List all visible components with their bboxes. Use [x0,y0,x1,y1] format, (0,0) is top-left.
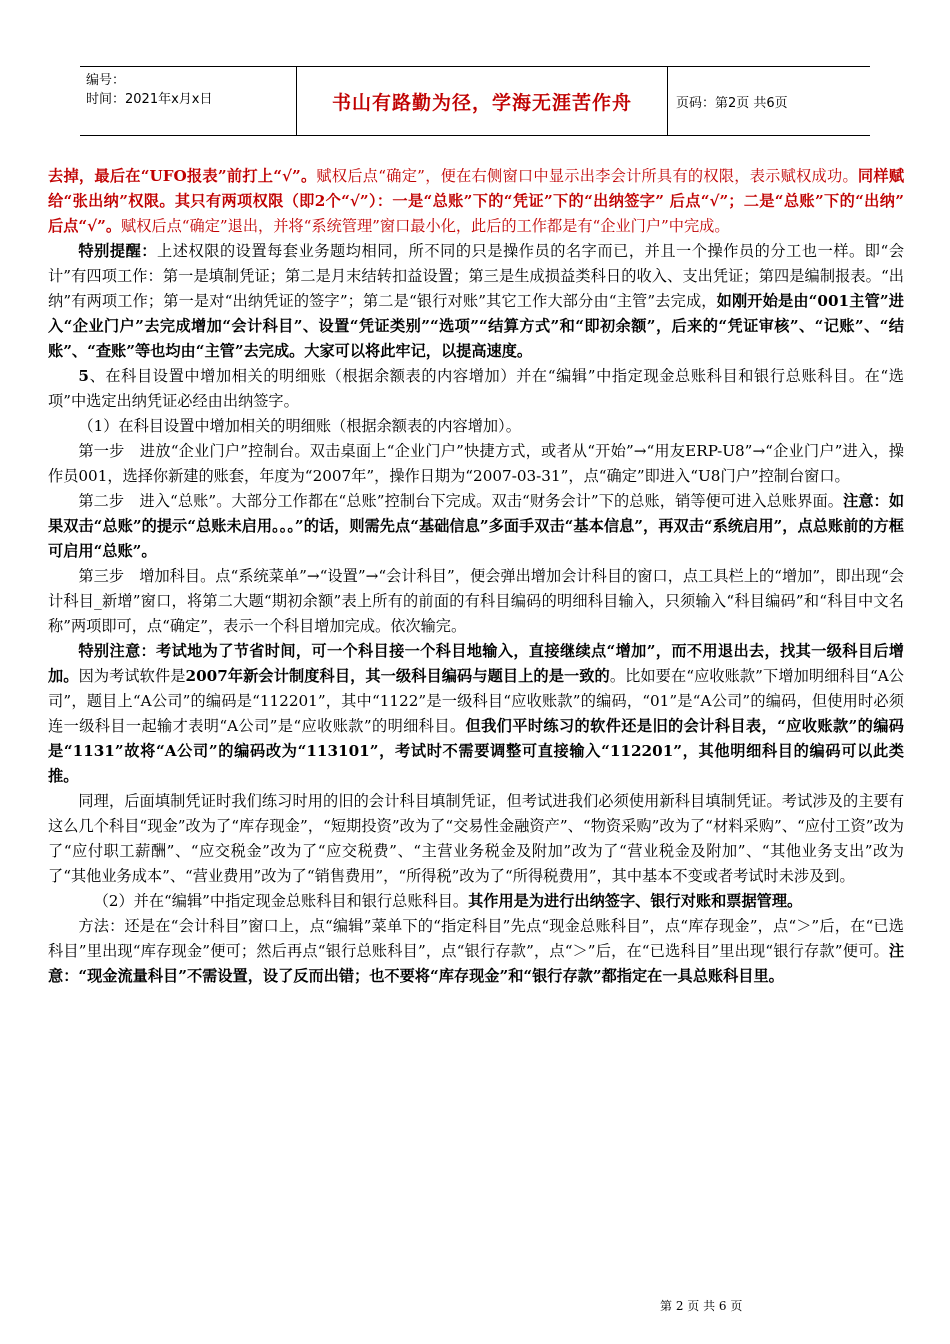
paragraph-subsection-2 [48,889,904,914]
paragraph-similarly: 同理，后面填制凭证时我们练习时用的旧的会计科目填制凭证，但考试进我们必须使用新科目填制凭证。考试涉及的主要有这么几个科目“现金”改为了“库存现金”，“短期投资”改为了“交易性金融资产”、“物资采购”改为了“材料采购”、“应付工资”改为了“应付职工薪酬”、“应交税金”改为了“应交税费”、“主营业务税金及附加”改为了“营业税金及附加”、“其他业务支出”改为了“其他业务成本”、“营业费用”改为了“销售费用”，“所得税”改为了“所得税费用”，其中基本不变或者考试时未涉及到。 [48,792,904,885]
paragraph-permissions [48,164,904,239]
text-span: 上述权限的设置每套业务题均相同，所不同的只是操作员的名字而已，并且一个操作员的分工也一样。即“会计”有四项工作：第一是填制凭证；第二是月末结转扣益设置；第三是生成损益类科日的收入、支出凭证；第四是编制报表。“出纳”有两项工作；第一是对“出纳凭证的签字”；第二是“银行对账”其它工作大部分由“主管”去完成， [48,242,905,310]
text-span: 第二步 进入“总账”。大部分工作都在“总账”控制台下完成。双击“财务会计”下的总账，销等便可进入总账界面。 [78,492,844,510]
header-table [80,66,870,136]
text-span: 注意：“现金流量科目”不需设置，设了反而出错；也不要将“库存现金”和“银行存款”都指定在一具总账科目里。 [48,942,904,985]
text-span: 。比如要在“应收账款”下增加明细科目“A公司”，题目上“A公司”的编码是“112201”，其中“1122”是一级科目“应收账款”的编码，“01”是“A公司”的编码，但使用时必须连一级科目一起输才表明“A公司”是“应收账款”的明细科目。 [48,667,904,735]
text-span: 方法：还是在“会计科目”窗口上，点“编辑”菜单下的“指定科目”先点“现金总账科目”，点“库存现金”，点“＞”后，在“已选科目”里出现“库存现金”便可；然后再点“银行总账科目”，点“银行存款”，点“＞”后，在“已选科目”里出现“银行存款”便可。 [48,917,904,960]
page-footer: 第 2 页 共 6 页 [660,1299,743,1313]
paragraph-special-reminder [48,239,904,364]
code-label: 编号： [86,73,126,88]
time-label: 时间：2021年x月x日 [86,92,213,107]
paragraph-subsection-1: （1）在科目设置中增加相关的明细账（根据余额表的内容增加）。 [78,417,521,435]
text-span: 其作用是为进行出纳签字、银行对账和票据管理。 [468,892,803,910]
paragraph-step-two [48,489,904,564]
paragraph-step-one: 第一步 进放“企业门户”控制台。双击桌面上“企业门户”快捷方式，或者从“开始”→“用友ERP-U8”→“企业门户”进入，操作员001，选择你新建的账套，年度为“2007年”，操作日期为“2007-03-31”，点“确定”即进入“U8门户”控制台窗口。 [48,442,904,485]
text-span: 如刚开始是由“001主管”进入“企业门户”去完成增加“会计科目”、设置“凭证类别”“选项”“结算方式”和“即初余额”，后来的“凭证审核”、“记账”、“结账”、“查账”等也均由“主管”去完成。大家可以将此牢记，以提高速度。 [48,292,904,360]
text-span: 因为考试软件是 [78,667,186,685]
text-span: 2007年新会计制度科目，其一级科目编码与题目上的是一致的 [185,667,610,685]
text-span: 、在科目设置中增加相关的明细账（根据余额表的内容增加）并在“编辑”中指定现金总账科目和银行总账科目。在“选项”中选定出纳凭证必经由出纳签字。 [48,367,904,410]
header-meta [80,67,297,135]
paragraph-step-three: 第三步 增加科目。点“系统菜单”→“设置”→“会计科目”，便会弹出增加会计科目的窗口，点工具栏上的“增加”，即出现“会计科目_新增”窗口，将第二大题“期初余额”表上所有的前面的有科目编码的明细科目输入，只须输入“科目编码”和“科目中文名称”两项即可，点“确定”，表示一个科目增加完成。依次输完。 [48,567,904,635]
text-span: 注意：如果双击“总账”的提示“总账未启用。。。”的话，则需先点“基础信息”多面手双击“基本信息”，再双击“系统启用”，点总账前的方框可启用“总账”。 [48,492,905,560]
text-span: 同样赋给“张出纳”权限。其只有两项权限（即2个“√”）：一是“总账”下的“凭证”下的“出纳签字” 后点“√”；二是“总账”下的“出纳” 后点“√”。 [48,167,905,235]
text-span: （2）并在“编辑”中指定现金总账科目和银行总账科目。 [93,892,469,910]
text-span: 但我们平时练习的软件还是旧的会计科目表，“应收账款”的编码是“1131”故将“A公司”的编码改为“113101”，考试时不需要调整可直接输入“112201”，其他明细科目的编码可以此类推。 [48,717,904,785]
text-span: 赋权后点“确定”退出，并将“系统管理”窗口最小化，此后的工作都是有“企业门户”中完成。 [121,217,730,235]
text-span: 特别提醒： [78,242,158,260]
paragraph-special-note [48,639,904,789]
header-motto: 书山有路勤为径，学海无涯苦作舟 [297,67,668,135]
header-page-label: 页码：第2页 共6页 [676,95,788,111]
text-span: 赋权后点“确定”，便在右侧窗口中显示出李会计所具有的权限，表示赋权成功。 [316,167,858,185]
document-body [48,164,904,989]
text-span: 去掉，最后在“UFO报表”前打上“√”。 [48,167,317,185]
paragraph-method [48,914,904,989]
text-span: 5 [78,367,89,385]
paragraph-step5 [48,364,904,414]
text-span: 特别注意：考试地为了节省时间，可一个科目接一个科目地输入，直接继续点“增加”，而不用退出去，找其一级科目后增加。 [48,642,904,685]
